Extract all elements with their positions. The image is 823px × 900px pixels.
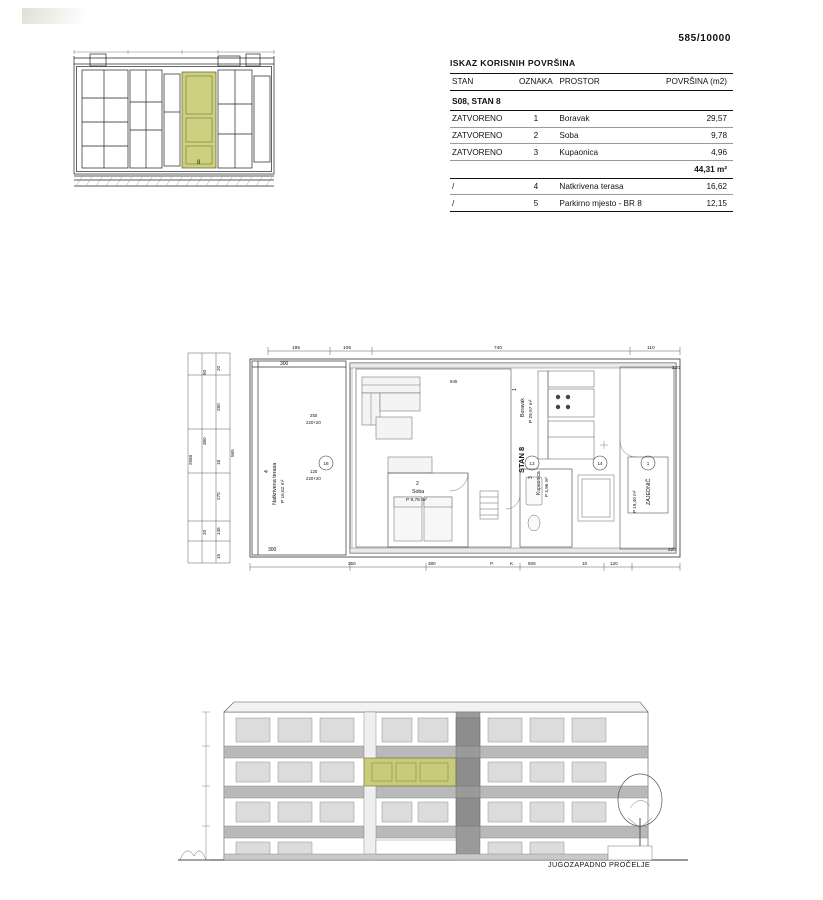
cell-stan: / <box>450 195 514 212</box>
room-label-soba: Soba <box>412 489 425 495</box>
cell-povrsina: 4,96 <box>664 144 733 161</box>
svg-text:1: 1 <box>646 461 650 466</box>
corner-artifact <box>22 8 84 24</box>
unit-label: STAN 8 <box>517 446 526 473</box>
cell-povrsina: 29,57 <box>664 110 733 127</box>
room-label-kupaonica: Kupaonica <box>536 471 542 495</box>
table-row <box>450 195 733 212</box>
key-plan-drawing <box>68 50 280 205</box>
svg-text:380: 380 <box>428 561 436 566</box>
room-label-terrace: Natkrivena terasa <box>272 462 278 505</box>
svg-text:220: 220 <box>668 548 677 553</box>
svg-text:P 4,96 m²: P 4,96 m² <box>544 477 549 497</box>
svg-text:300: 300 <box>268 547 277 553</box>
cell-oznaka: 4 <box>514 178 557 195</box>
highlighted-unit <box>364 758 456 786</box>
subtotal-value: 44,31 m² <box>450 161 733 178</box>
svg-text:1: 1 <box>512 388 518 391</box>
svg-text:925: 925 <box>528 561 536 566</box>
area-schedule-title: ISKAZ KORISNIH POVRŠINA <box>450 58 576 68</box>
svg-text:220+20: 220+20 <box>306 420 321 425</box>
table-subtotal-row <box>450 161 733 178</box>
table-row <box>450 178 733 195</box>
cell-povrsina: 9,78 <box>664 127 733 144</box>
svg-text:110: 110 <box>647 346 655 351</box>
svg-text:380: 380 <box>202 437 207 445</box>
svg-text:10: 10 <box>582 561 588 566</box>
svg-text:13: 13 <box>529 461 535 466</box>
cell-prostor: Kupaonica <box>557 144 664 161</box>
table-group-row <box>450 90 733 110</box>
svg-text:15: 15 <box>216 553 221 559</box>
svg-text:P 29,57 m²: P 29,57 m² <box>529 399 534 423</box>
shared-label: ZAJEDNIČ <box>646 478 652 505</box>
cell-oznaka: 3 <box>514 144 557 161</box>
svg-text:20: 20 <box>202 529 207 535</box>
cell-oznaka: 5 <box>514 195 557 212</box>
svg-text:120: 120 <box>310 469 318 474</box>
column-header-prostor: PROSTOR <box>557 74 664 91</box>
svg-text:18: 18 <box>323 461 329 466</box>
keyplan-unit-label: 8 <box>197 160 201 166</box>
area-schedule <box>450 58 733 212</box>
svg-text:14: 14 <box>597 461 603 466</box>
svg-text:250: 250 <box>310 413 318 418</box>
svg-text:565: 565 <box>230 449 235 457</box>
floor-plan-drawing <box>180 345 695 585</box>
cell-prostor: Soba <box>557 127 664 144</box>
svg-text:K: K <box>510 561 514 566</box>
scale-ratio: 585/10000 <box>678 33 731 44</box>
cell-stan: / <box>450 178 514 195</box>
table-row <box>450 110 733 127</box>
cell-povrsina: 12,15 <box>664 195 733 212</box>
cell-oznaka: 2 <box>514 127 557 144</box>
elevation-caption: JUGOZAPADNO PROČELJE <box>548 860 651 869</box>
column-header-oznaka: OZNAKA <box>514 74 557 91</box>
svg-text:2560: 2560 <box>188 454 193 465</box>
svg-text:195: 195 <box>292 346 301 351</box>
svg-text:270: 270 <box>216 492 221 500</box>
elevation-drawing <box>178 688 688 868</box>
svg-text:145: 145 <box>216 527 221 535</box>
column-header-stan: STAN <box>450 74 514 91</box>
svg-text:P.: P. <box>490 561 494 566</box>
svg-text:105: 105 <box>343 346 352 351</box>
svg-text:120: 120 <box>610 561 618 566</box>
svg-text:350: 350 <box>348 561 356 566</box>
room-label-boravak: Boravak <box>520 397 526 417</box>
svg-text:20: 20 <box>216 365 221 371</box>
svg-text:18: 18 <box>216 459 221 465</box>
svg-text:4: 4 <box>264 470 270 473</box>
table-row <box>450 127 733 144</box>
cell-stan: ZATVORENO <box>450 127 514 144</box>
cell-prostor: Natkrivena terasa <box>557 178 664 195</box>
group-label: S08, STAN 8 <box>450 90 733 110</box>
table-header-row <box>450 74 733 91</box>
svg-text:2: 2 <box>416 481 419 487</box>
cell-stan: ZATVORENO <box>450 110 514 127</box>
svg-text:P 16,62 m²: P 16,62 m² <box>281 479 286 503</box>
column-header-povrsina: POVRŠINA (m2) <box>664 74 733 91</box>
svg-text:P 9,78 m²: P 9,78 m² <box>406 498 427 503</box>
cell-povrsina: 16,62 <box>664 178 733 195</box>
svg-text:3: 3 <box>528 476 534 479</box>
svg-text:300: 300 <box>280 361 289 367</box>
cell-oznaka: 1 <box>514 110 557 127</box>
svg-text:280: 280 <box>216 403 221 411</box>
svg-text:50: 50 <box>202 369 207 375</box>
cell-prostor: Boravak <box>557 110 664 127</box>
svg-text:740: 740 <box>494 346 503 351</box>
cell-prostor: Parkirno mjesto - BR 8 <box>557 195 664 212</box>
svg-text:845: 845 <box>450 379 458 384</box>
table-row <box>450 144 733 161</box>
area-schedule-table <box>450 73 733 212</box>
svg-text:220: 220 <box>672 366 681 371</box>
svg-text:P 19,40 m²: P 19,40 m² <box>632 490 637 513</box>
cell-stan: ZATVORENO <box>450 144 514 161</box>
svg-text:220+20: 220+20 <box>306 476 321 481</box>
